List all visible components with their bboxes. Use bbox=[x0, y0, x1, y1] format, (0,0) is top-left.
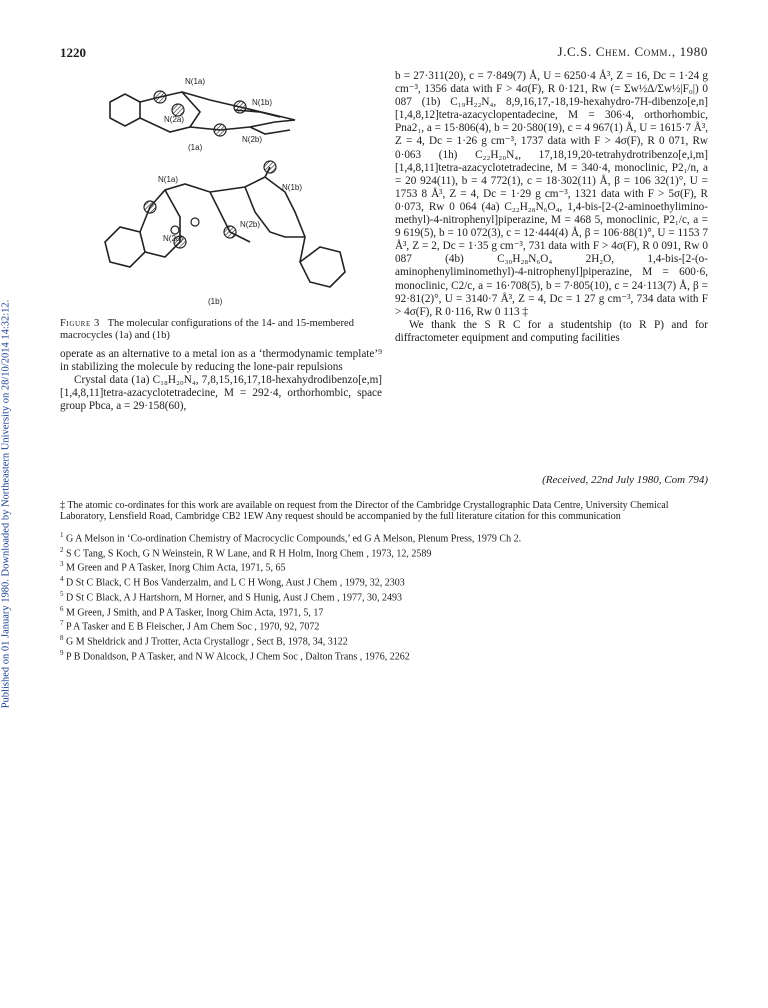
reference-number: 3 bbox=[60, 560, 64, 569]
reference-text: P A Tasker and E B Fleischer, J Am Chem Soc , 1970, 92, 7072 bbox=[63, 621, 320, 633]
reference-item bbox=[60, 559, 710, 574]
reference-number: 7 bbox=[60, 619, 64, 628]
atom-label-1b-n1b: N(1b) bbox=[282, 183, 303, 192]
reference-number: 4 bbox=[60, 575, 64, 584]
reference-text: G M Sheldrick and J Trotter, Acta Crystallogr , Sect B, 1978, 34, 3122 bbox=[63, 636, 348, 648]
reference-item bbox=[60, 648, 710, 663]
atom-label-1a-n1b: N(1b) bbox=[252, 98, 273, 107]
reference-number: 1 bbox=[60, 531, 64, 539]
reference-item bbox=[60, 530, 710, 545]
atom-label-1b-n2a: N(2a) bbox=[163, 234, 184, 243]
reference-item bbox=[60, 574, 710, 589]
reference-text: G A Melson in ‘Co-ordination Chemistry of Macrocyclic Compounds,’ ed G A Melson, Plenum Press, 1979 Ch 2. bbox=[63, 533, 522, 545]
structure-1b-ring-left bbox=[105, 227, 145, 267]
atom-label-1a-n2b: N(2b) bbox=[242, 135, 263, 144]
atom-label-1a-n1a: N(1a) bbox=[185, 77, 206, 86]
reference-text: S C Tang, S Koch, G N Weinstein, R W Lane, and R H Holm, Inorg Chem , 1973, 12, 2589 bbox=[63, 548, 432, 560]
received-date: (Received, 22nd July 1980, Com 794) bbox=[542, 474, 708, 486]
reference-text: M Green and P A Tasker, Inorg Chim Acta, 1971, 5, 65 bbox=[63, 562, 286, 574]
reference-item bbox=[60, 633, 710, 648]
structure-1a-ring-left bbox=[110, 94, 140, 126]
journal-header: J.C.S. Chem. Comm., 1980 bbox=[557, 44, 708, 59]
atom-label-1a-n2a: N(2a) bbox=[164, 115, 185, 124]
atom-label-1b-n2b: N(2b) bbox=[240, 220, 261, 229]
reference-text: D St C Black, C H Bos Vanderzalm, and L C H Wong, Aust J Chem , 1979, 32, 2303 bbox=[63, 577, 405, 589]
right-column bbox=[395, 70, 708, 345]
footnote: ‡ The atomic co-ordinates for this work are available on request from the Director of the Cambridge Crystallographic Data Centre, University Chemical Laboratory, Lensfield Road, Cambridge CB2 1EW Any request should be accompanied by the full literature citation for this communication bbox=[60, 500, 669, 523]
download-watermark bbox=[0, 0, 14, 1008]
molecule-figure bbox=[70, 72, 370, 312]
reference-number: 2 bbox=[60, 545, 64, 554]
download-watermark-text: Published on 01 January 1980. Downloaded by Northeastern University on 28/10/2014 14:32:12. bbox=[0, 299, 12, 709]
crystal-data-1a: Crystal data (1a) C₁₈H₂₀N₄, 7,8,15,16,17,18-hexahydrodibenzo[e,m][1,4,8,11]tetra-azacyclotetradecine, M = 292·4, orthorhombic, space group Pbca, a = 29·158(60), bbox=[60, 374, 382, 413]
left-paragraph-1: operate as an alternative to a metal ion as a ‘thermodynamic template’⁹ in stabilizing the molecule by reducing the lone-pair repulsions bbox=[60, 348, 382, 374]
page-number: 1220 bbox=[60, 45, 86, 60]
reference-text: M Green, J Smith, and P A Tasker, Inorg Chim Acta, 1971, 5, 17 bbox=[63, 607, 324, 618]
reference-item bbox=[60, 604, 710, 619]
structure-1b-ring-right bbox=[300, 247, 345, 287]
reference-number: 5 bbox=[60, 589, 64, 598]
reference-number: 6 bbox=[60, 604, 64, 613]
reference-item bbox=[60, 589, 710, 604]
figure-caption-label: Figure 3 bbox=[60, 318, 100, 329]
reference-number: 8 bbox=[60, 634, 64, 643]
structure-label-1b: (1b) bbox=[208, 297, 223, 306]
reference-text: D St C Black, A J Hartshorn, M Horner, and S Hunig, Aust J Chem , 1977, 30, 2493 bbox=[63, 592, 402, 604]
left-column bbox=[60, 348, 382, 413]
structure-label-1a: (1a) bbox=[188, 143, 203, 152]
acknowledgements: We thank the S R C for a studentship (to R P) and for diffractometer equipment and computing facilities bbox=[395, 318, 708, 344]
reference-list bbox=[60, 530, 710, 663]
reference-item bbox=[60, 618, 710, 633]
crystal-data-continued: b = 27·311(20), c = 7·849(7) Å, U = 6250·4 Å³, Z = 16, Dc = 1·24 g cm⁻³, 1356 data with F > 4σ(F), R 0·121, Rw (= Σw½Δ/Σw½|F₀|) 0 087 (1b) C₁₉H₂₂N₄, 8,9,16,17,-18,19-hexahydro-7H-dibenzo[e,n][1,4,8,12]tetra-azacyclopentadecine, M = 306·4, orthorhombic, Pna2₁, a = 15·806(4), b = 20·580(19), c = 4 967(1) Å, U = 1615·7 Å³, Z = 4, Dc = 1·26 g cm⁻³, 1737 data with F > 4σ(F), R 0 071, Rw 0·063 (1h) C₂₂H₂₀N₄, 17,18,19,20-tetrahydrotribenzo[e,i,m][1,4,8,11]tetra-azacyclotetradecine, M = 340·4, monoclinic, P2₁/n, a = 20 924(11), b = 4 772(1), c = 18·302(11) Å, β = 106 32(1)°, U = 1753 8 Å³, Z = 4, Dc = 1·29 g cm⁻³, 1321 data with F > 5σ(F), R 0·073, Rw 0 064 (4a) C₂₂H₂₈N₆O₄, 1,4-bis-[2-(2-aminoethylimino-methyl)-4-nitrophenyl]piperazine, M = 468 5, monoclinic, P2₁/c, a = 9 619(5), b = 10 072(3), c = 12·444(4) Å, β = 106·88(1)°, U = 1153 7 Å³, Z = 2, Dc = 1·35 g cm⁻³, 731 data with F > 4σ(F), R 0 091, Rw 0 087 (4b) C₃₀H₂₈N₆O₄ 2H₂O, 1,4-bis-[2-(o-aminophenyliminomethyl)-4-nitrophenyl]piperazine, M = 600·6, monoclinic, C2/c, a = 16·708(5), b = 7·805(10), c = 24·113(7) Å, β = 92·81(2)°, U = 3140·7 Å³, Z = 4, Dc = 1 27 g cm⁻³, 734 data with F > 4σ(F), R 0·116, Rw 0 113 ‡ bbox=[395, 70, 708, 318]
reference-item bbox=[60, 545, 710, 560]
atom-label-1b-n1a: N(1a) bbox=[158, 175, 179, 184]
figure-caption bbox=[60, 318, 382, 342]
reference-text: P B Donaldson, P A Tasker, and N W Alcock, J Chem Soc , Dalton Trans , 1976, 2262 bbox=[63, 651, 410, 663]
structure-1a-bonds bbox=[140, 92, 200, 132]
reference-number: 9 bbox=[60, 648, 64, 657]
figure-caption-text: The molecular configurations of the 14- and 15-membered macrocycles (1a) and (1b) bbox=[60, 318, 354, 341]
